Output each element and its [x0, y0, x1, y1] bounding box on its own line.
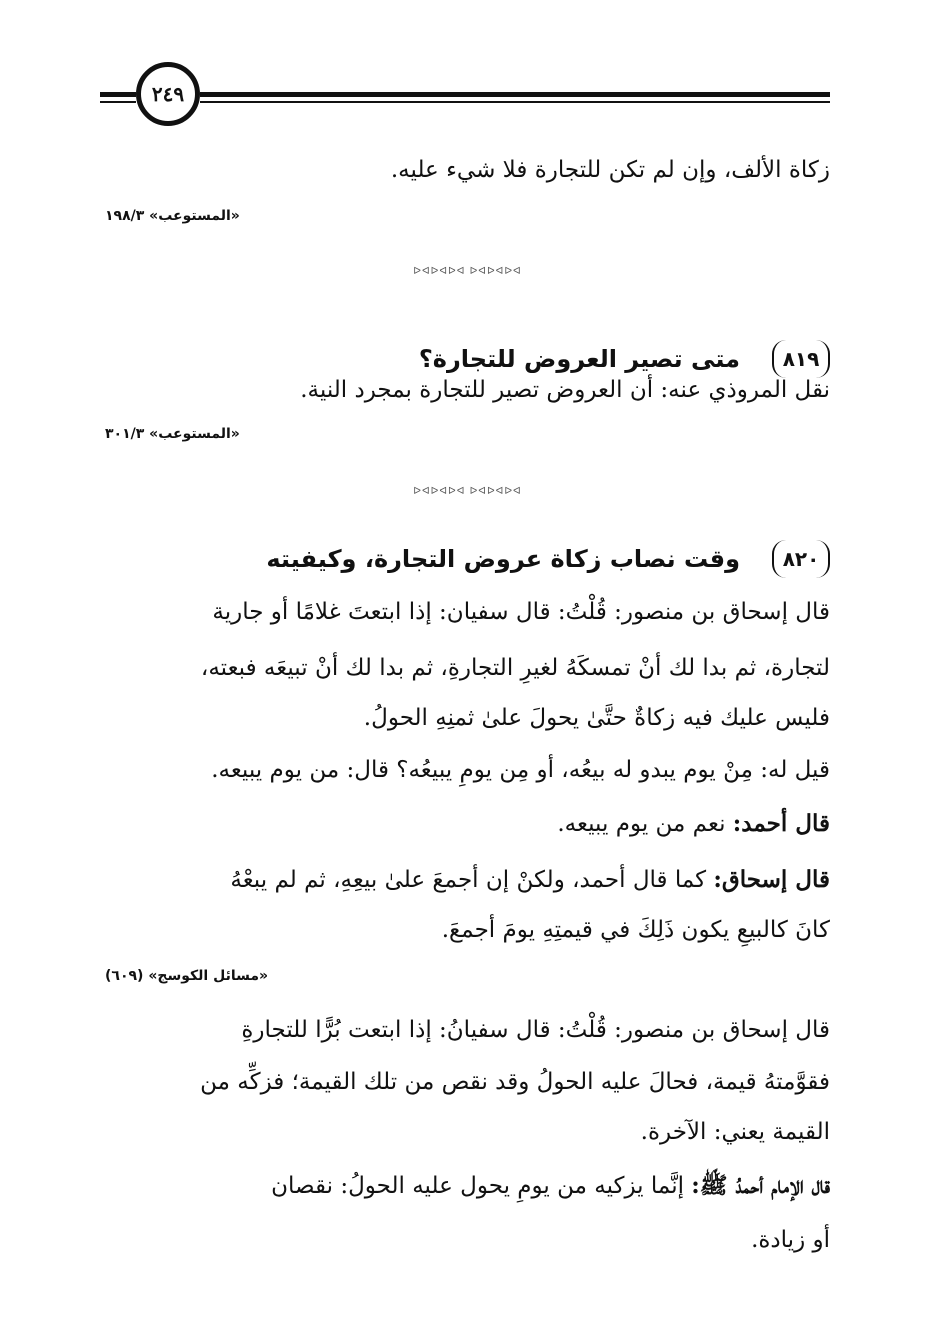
speaker-label: قال أحمد: — [732, 810, 830, 837]
section-divider-ornament: ᐅᐊᐅᐊᐅᐊ ᐅᐊᐅᐊᐅᐊ — [413, 266, 522, 277]
page-number: ٢٤٩ — [151, 82, 185, 106]
s820-p1-line-2: لتجارة، ثم بدا لك أنْ تمسكَهُ لغيرِ التجارةِ، ثم بدا لك أنْ تبيعَه فبعته، — [200, 655, 830, 681]
intro-source: «المستوعب» ١٩٨/٣ — [105, 208, 240, 224]
s820-p5-line-1: قال إسحاق بن منصور: قُلْتُ: قال سفيانُ: إذا ابتعت بُرًّا للتجارةِ — [241, 1017, 830, 1043]
s820-source-1: «مسائل الكوسج» (٦٠٩) — [105, 968, 269, 984]
section-title-820: وقت نصاب زكاة عروض التجارة، وكيفيته — [266, 545, 740, 573]
s819-source: «المستوعب» ٣٠١/٣ — [105, 426, 240, 442]
page-number-badge — [136, 62, 200, 126]
section-divider-ornament: ᐅᐊᐅᐊᐅᐊ ᐅᐊᐅᐊᐅᐊ — [413, 486, 522, 497]
page-header — [100, 62, 830, 132]
header-rule-thick — [200, 92, 830, 97]
s820-p1-line-3: فليس عليك فيه زكاةٌ حتَّىٰ يحولَ علىٰ ثمنِهِ الحولُ. — [363, 705, 830, 731]
section-number-819: ٨١٩ — [772, 334, 830, 384]
speaker-label: قال إسحاق: — [713, 866, 830, 893]
s820-p4-line-1 — [105, 852, 830, 908]
p3-text: نعم من يوم يبيعه. — [557, 811, 733, 837]
s820-p1-line-1: قال إسحاق بن منصور: قُلْتُ: قال سفيان: إذا ابتعتَ غلامًا أو جارية — [212, 599, 830, 625]
p6-text: إنَّما يزكيه من يومِ يحول عليه الحولُ: نقصان — [271, 1173, 692, 1199]
s820-p5-line-2: فقوَّمتهُ قيمة، فحالَ عليه الحولُ وقد نقص من تلك القيمة؛ فزكِّه من — [200, 1069, 830, 1095]
s820-p2-line-1: قيل له: مِنْ يوم يبدو له بيعُه، أو مِن يومِ يبيعُه؟ قال: من يوم يبيعه. — [211, 757, 830, 783]
header-rule-thin — [200, 101, 830, 103]
s819-line-1: نقل المروذي عنه: أن العروض تصير للتجارة بمجرد النية. — [300, 377, 830, 403]
s820-p6-line-2: أو زيادة. — [751, 1227, 830, 1253]
section-number-820: ٨٢٠ — [772, 534, 830, 584]
p4-text: كما قال أحمد، ولكنْ إن أجمعَ علىٰ بيعِهِ، ثم لم يبعْهُ — [230, 867, 714, 893]
intro-line: زكاة الألف، وإن لم تكن للتجارة فلا شيء عليه. — [390, 157, 830, 183]
s820-p5-line-3: القيمة يعني: الآخرة. — [640, 1119, 830, 1145]
s820-p6-line-1 — [105, 1158, 830, 1214]
s820-p3-line — [105, 796, 830, 852]
s820-p4-line-2: كانَ كالبيعِ يكون ذَلِكَ في قيمتِهِ يومَ أجمعَ. — [441, 917, 830, 943]
speaker-label: قال الإمام أحمدُ ﷺ: — [691, 1172, 830, 1199]
section-title-819: متى تصير العروض للتجارة؟ — [418, 345, 740, 373]
section-heading-820 — [105, 534, 830, 584]
header-rule-left-thick — [100, 92, 136, 97]
header-rule-left-thin — [100, 101, 136, 103]
